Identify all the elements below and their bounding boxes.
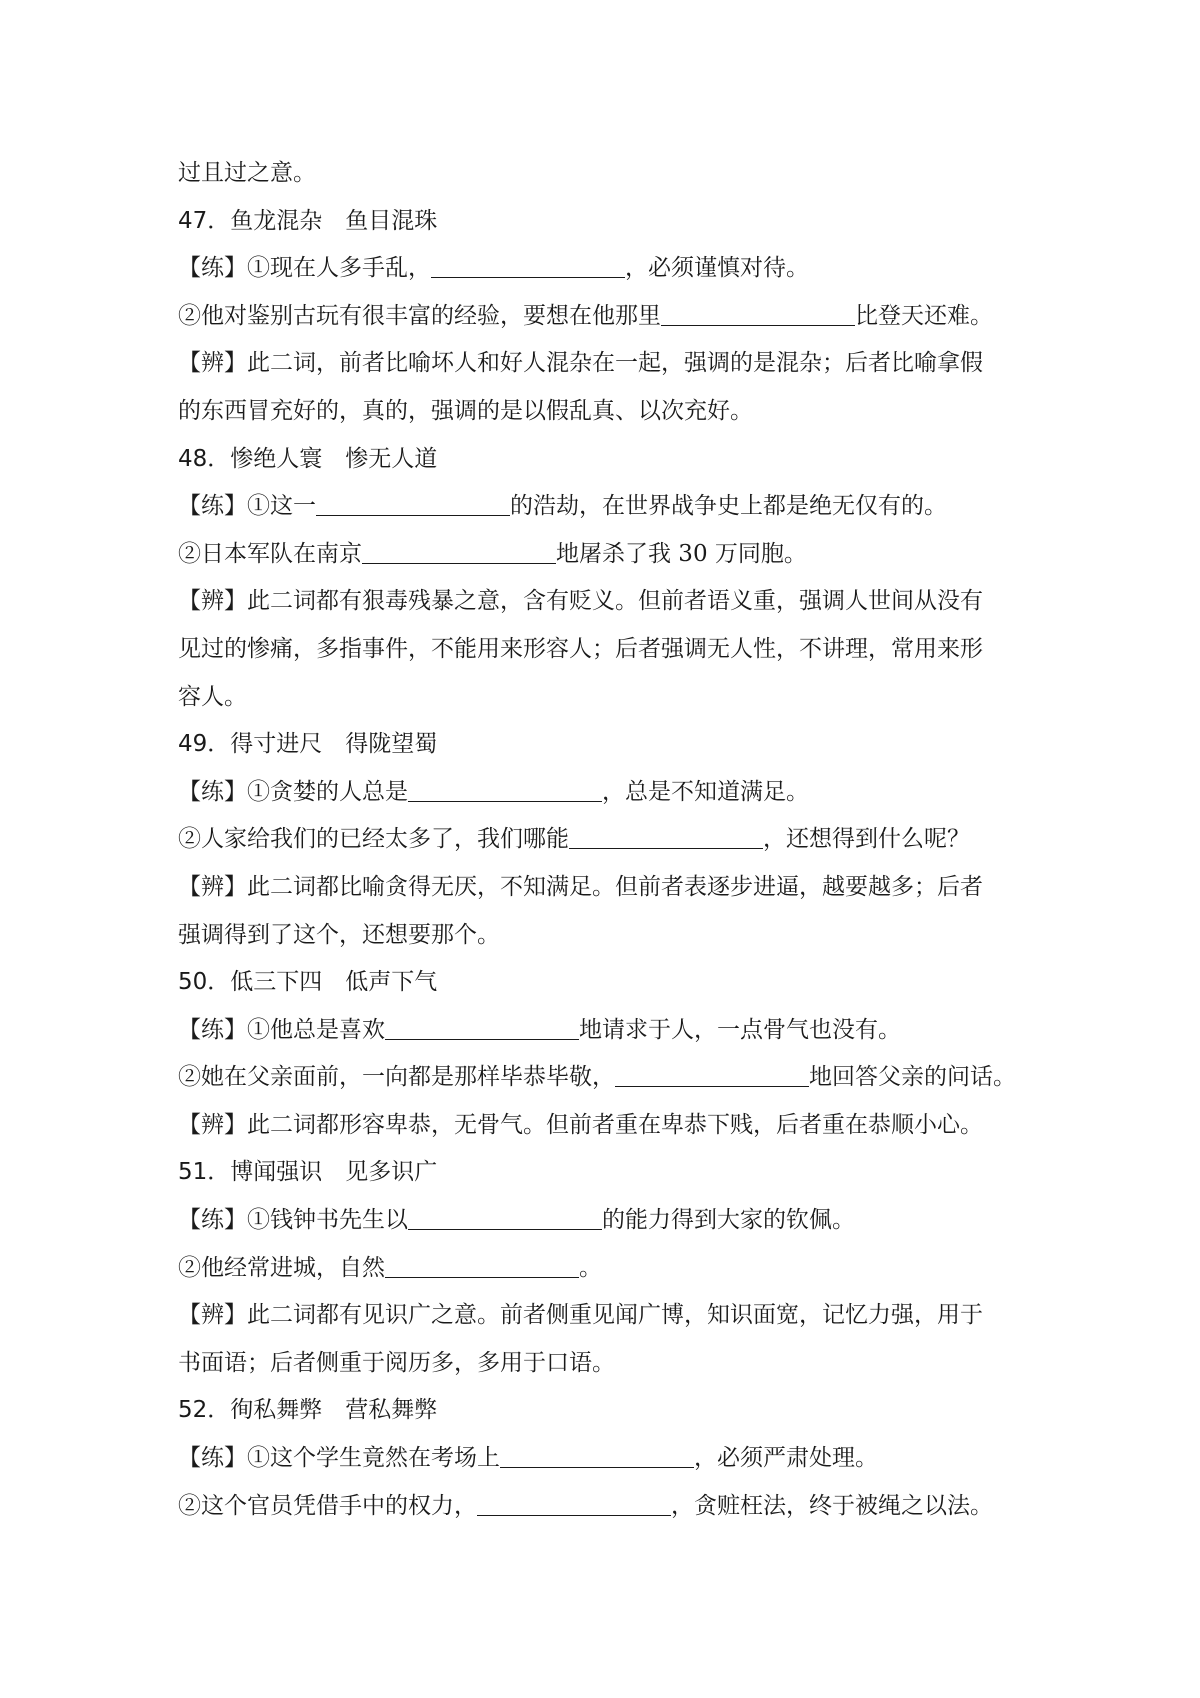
document-body bbox=[178, 150, 1048, 1530]
text-line: 【辨】此二词都比喻贪得无厌，不知满足。但前者表逐步进逼，越要越多；后者 bbox=[178, 873, 983, 900]
answer-blank[interactable] bbox=[431, 253, 625, 278]
exercise-text-before: ②她在父亲面前，一向都是那样毕恭毕敬， bbox=[178, 1064, 615, 1091]
answer-blank[interactable] bbox=[500, 1443, 694, 1468]
answer-blank[interactable] bbox=[385, 1015, 579, 1040]
answer-blank[interactable] bbox=[385, 1253, 579, 1278]
exercise-line bbox=[178, 1483, 1048, 1531]
exercise-text-after: ，必须严肃处理。 bbox=[694, 1445, 878, 1472]
exercise-text-before: 【练】①这个学生竟然在考场上 bbox=[178, 1445, 500, 1472]
exercise-text-before: 【练】①现在人多手乱， bbox=[178, 255, 431, 282]
exercise-line bbox=[178, 483, 1048, 531]
answer-blank[interactable] bbox=[408, 1205, 602, 1230]
exercise-text-after: ，还想得到什么呢？ bbox=[763, 826, 970, 853]
text-line: 【辨】此二词都有狠毒残暴之意，含有贬义。但前者语义重，强调人世间从没有 bbox=[178, 588, 983, 615]
exercise-line bbox=[178, 1435, 1048, 1483]
exercise-text-after: ，必须谨慎对待。 bbox=[625, 255, 809, 282]
exercise-text-after: 地请求于人，一点骨气也没有。 bbox=[579, 1016, 901, 1043]
exercise-line bbox=[178, 245, 1048, 293]
exercise-text-before: ②他对鉴别古玩有很丰富的经验，要想在他那里 bbox=[178, 302, 661, 329]
text-line: 容人。 bbox=[178, 683, 247, 710]
exercise-text-before: 【练】①这一 bbox=[178, 493, 316, 520]
exercise-text-after: 地屠杀了我 30 万同胞。 bbox=[556, 540, 807, 567]
exercise-line bbox=[178, 531, 1048, 579]
answer-blank[interactable] bbox=[615, 1062, 809, 1087]
answer-blank[interactable] bbox=[408, 777, 602, 802]
item-heading: 51．博闻强识 见多识广 bbox=[178, 1159, 438, 1186]
exercise-text-before: 【练】①钱钟书先生以 bbox=[178, 1207, 408, 1234]
exercise-text-after: 地回答父亲的问话。 bbox=[809, 1064, 1016, 1091]
text-line: 【辨】此二词都形容卑恭，无骨气。但前者重在卑恭下贱，后者重在恭顺小心。 bbox=[178, 1111, 983, 1138]
answer-blank[interactable] bbox=[569, 824, 763, 849]
text-line: 【辨】此二词都有见识广之意。前者侧重见闻广博，知识面宽，记忆力强，用于 bbox=[178, 1302, 983, 1329]
answer-blank[interactable] bbox=[661, 301, 855, 326]
exercise-line bbox=[178, 1245, 1048, 1293]
item-heading: 47．鱼龙混杂 鱼目混珠 bbox=[178, 207, 438, 234]
exercise-text-before: 【练】①他总是喜欢 bbox=[178, 1016, 385, 1043]
item-heading: 48．惨绝人寰 惨无人道 bbox=[178, 445, 438, 472]
text-line: 的东西冒充好的，真的，强调的是以假乱真、以次充好。 bbox=[178, 397, 753, 424]
exercise-text-before: ②这个官员凭借手中的权力， bbox=[178, 1492, 477, 1519]
text-line: 见过的惨痛，多指事件，不能用来形容人；后者强调无人性，不讲理，常用来形 bbox=[178, 635, 983, 662]
answer-blank[interactable] bbox=[316, 491, 510, 516]
text-line: 过且过之意。 bbox=[178, 160, 316, 186]
exercise-text-after: 。 bbox=[579, 1254, 602, 1281]
exercise-text-after: ，贪赃枉法，终于被绳之以法。 bbox=[671, 1492, 993, 1519]
text-line: 【辨】此二词，前者比喻坏人和好人混杂在一起，强调的是混杂；后者比喻拿假 bbox=[178, 350, 983, 377]
exercise-line bbox=[178, 816, 1048, 864]
item-heading: 52．徇私舞弊 营私舞弊 bbox=[178, 1397, 438, 1424]
exercise-text-after: 的能力得到大家的钦佩。 bbox=[602, 1207, 855, 1234]
answer-blank[interactable] bbox=[477, 1491, 671, 1516]
exercise-line bbox=[178, 769, 1048, 817]
exercise-text-before: ②日本军队在南京 bbox=[178, 540, 362, 567]
exercise-line bbox=[178, 1054, 1048, 1102]
item-heading: 49．得寸进尺 得陇望蜀 bbox=[178, 731, 438, 758]
exercise-text-after: ，总是不知道满足。 bbox=[602, 778, 809, 805]
item-heading: 50．低三下四 低声下气 bbox=[178, 969, 438, 996]
exercise-line bbox=[178, 1007, 1048, 1055]
exercise-line bbox=[178, 293, 1048, 341]
exercise-text-before: ②人家给我们的已经太多了，我们哪能 bbox=[178, 826, 569, 853]
text-line: 书面语；后者侧重于阅历多，多用于口语。 bbox=[178, 1349, 615, 1376]
text-line: 强调得到了这个，还想要那个。 bbox=[178, 921, 500, 948]
answer-blank[interactable] bbox=[362, 539, 556, 564]
exercise-text-after: 的浩劫，在世界战争史上都是绝无仅有的。 bbox=[510, 493, 947, 520]
exercise-text-after: 比登天还难。 bbox=[855, 302, 993, 329]
exercise-line bbox=[178, 1197, 1048, 1245]
exercise-text-before: 【练】①贪婪的人总是 bbox=[178, 778, 408, 805]
exercise-text-before: ②他经常进城，自然 bbox=[178, 1254, 385, 1281]
